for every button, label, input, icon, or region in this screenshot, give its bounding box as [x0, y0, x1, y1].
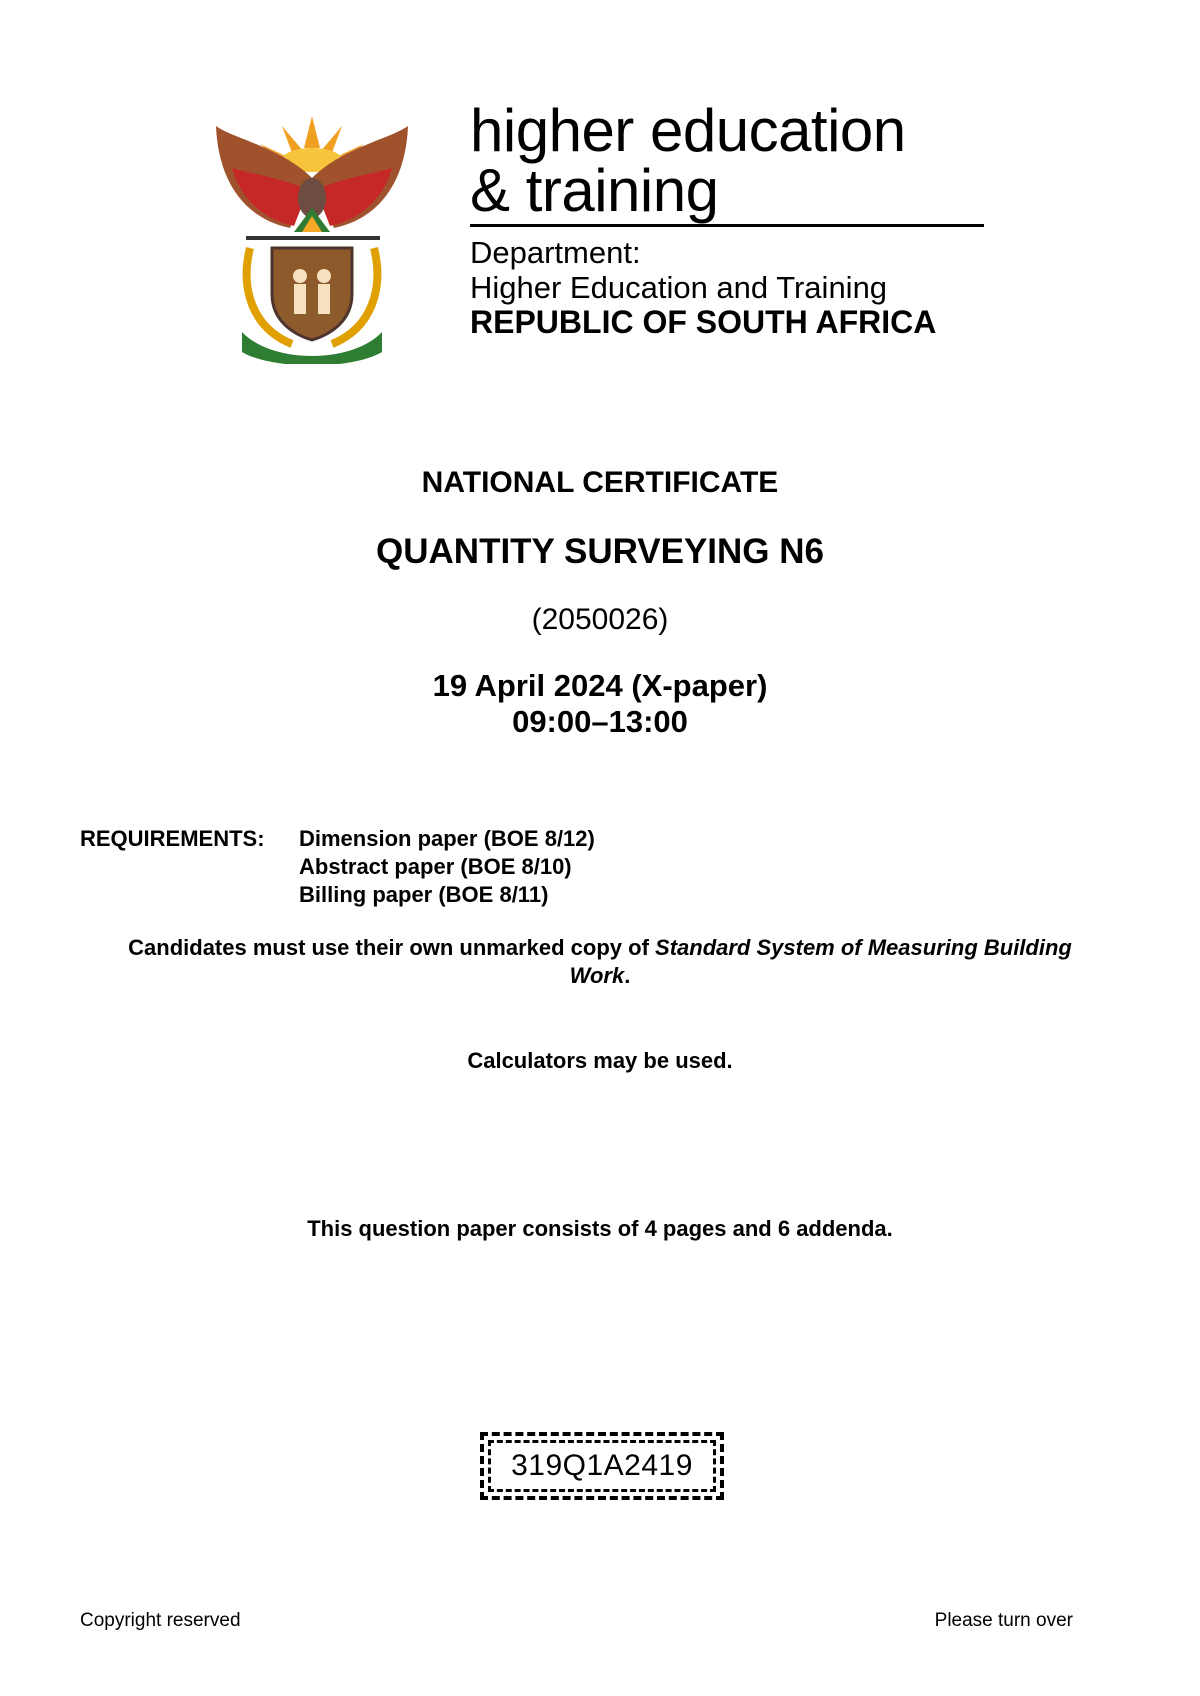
footer-turn-over: Please turn over: [934, 1610, 1073, 1631]
coat-of-arms-icon: [212, 108, 412, 364]
calculators-note: Calculators may be used.: [467, 1048, 733, 1073]
candidates-instruction: [120, 934, 1080, 990]
country-name: REPUBLIC OF SOUTH AFRICA: [470, 304, 937, 340]
department-name: Higher Education and Training: [470, 270, 888, 305]
paper-contents-note: This question paper consists of 4 pages and 6 addenda.: [307, 1216, 893, 1241]
exam-date: 19 April 2024 (X-paper): [432, 668, 768, 703]
candidates-instruction-end: .: [624, 963, 631, 988]
subject-code: (2050026): [531, 603, 669, 636]
footer-copyright: Copyright reserved: [80, 1610, 241, 1631]
brand-line-2: & training: [470, 157, 719, 224]
subject-title: QUANTITY SURVEYING N6: [376, 532, 824, 571]
exam-time: 09:00–13:00: [512, 704, 688, 739]
certificate-title: NATIONAL CERTIFICATE: [421, 466, 779, 499]
department-label: Department:: [470, 235, 641, 270]
requirements-label: REQUIREMENTS:: [80, 826, 265, 851]
paper-code-box: [480, 1432, 724, 1500]
paper-code: 319Q1A2419: [511, 1449, 693, 1482]
brand-divider: [470, 224, 984, 227]
reference-book-title: Standard System of Measuring Building Work: [569, 935, 1072, 988]
requirement-item: Billing paper (BOE 8/11): [299, 882, 549, 907]
requirement-item: Abstract paper (BOE 8/10): [299, 854, 572, 879]
requirement-item: Dimension paper (BOE 8/12): [299, 826, 595, 851]
brand-line-1: higher education: [470, 97, 906, 164]
candidates-instruction-text: Candidates must use their own unmarked copy of: [128, 935, 656, 960]
